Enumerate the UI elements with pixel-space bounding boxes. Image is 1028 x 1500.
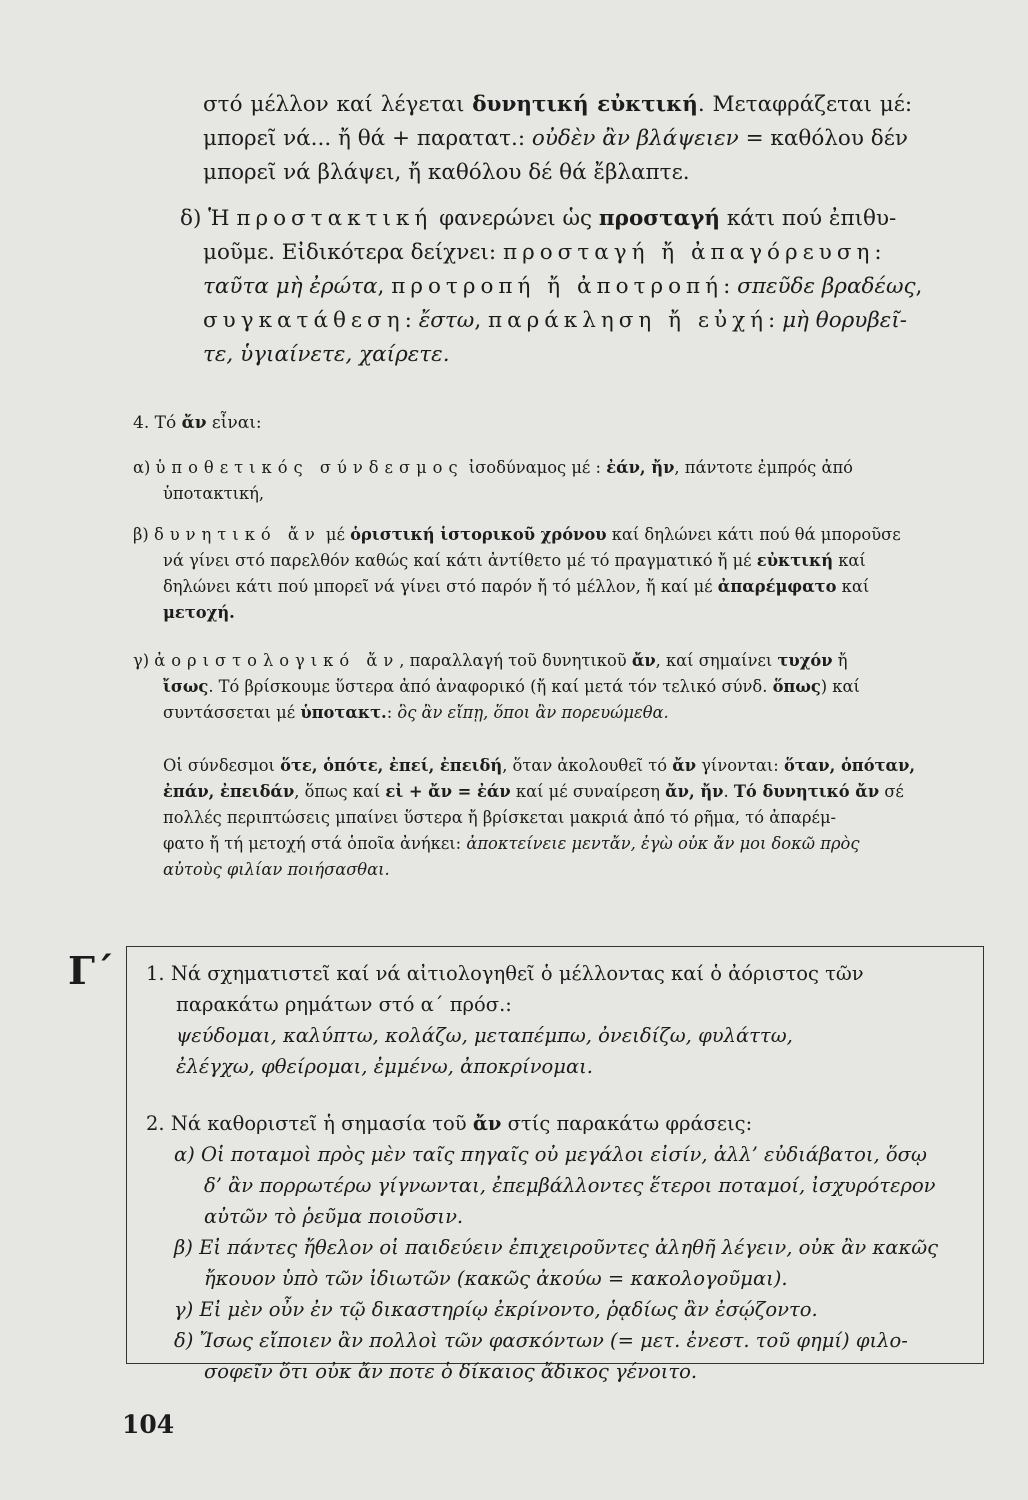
- spaced-term: προστακτική: [236, 206, 433, 231]
- exercise-number: 1.: [146, 962, 165, 985]
- text-line: [133, 548, 983, 574]
- italic-example: σπεῦδε βραδέως: [737, 274, 916, 299]
- text: :: [723, 274, 738, 299]
- paragraph-gamma: [133, 648, 983, 726]
- text-line: [133, 648, 983, 674]
- paragraph-beta: [133, 522, 983, 626]
- text: ,: [474, 308, 488, 333]
- italic-example: β) Εἰ πάντες ἤθελον οἱ παιδεύειν ἐπιχειροῦντες ἀληθῆ λέγειν, οὐκ ἂν κακῶς: [174, 1236, 939, 1259]
- exercise-number: 2.: [146, 1112, 165, 1135]
- text: , πάντοτε ἐμπρός ἀπό: [674, 458, 853, 477]
- text: φατο ἤ τή μετοχή στά ὁποῖα ἀνήκει:: [163, 834, 467, 853]
- text: :: [767, 308, 783, 333]
- bold-term: εἰ + ἄν = ἐάν: [385, 782, 511, 801]
- italic-example: μὴ θορυβεῖ-: [782, 308, 908, 333]
- paragraph-alpha: [133, 455, 983, 507]
- text-line: [146, 1051, 976, 1082]
- italic-example: ἔστω: [418, 308, 475, 333]
- text: γίνονται:: [696, 756, 784, 775]
- text: Νά σχηματιστεῖ καί νά αἰτιολογηθεῖ ὁ μέλλοντας καί ὁ ἀόριστος τῶν: [170, 962, 864, 985]
- text: στίς παρακάτω φράσεις:: [501, 1112, 753, 1135]
- italic-example: σοφεῖν ὅτι οὐκ ἄν ποτε ὁ δίκαιος ἄδικος γένοιτο.: [204, 1360, 698, 1383]
- text: γ): [133, 651, 155, 670]
- text-line: [180, 270, 980, 304]
- text: , παραλλαγή τοῦ δυνητικοῦ: [399, 651, 632, 670]
- spaced-term: παράκληση ἤ εὐχή: [488, 308, 768, 333]
- bold-term: ὁριστική ἱστορικοῦ χρόνου: [350, 525, 607, 544]
- text: , καί σημαίνει: [655, 651, 778, 670]
- spaced-term: προτροπή ἤ ἀποτροπή: [391, 274, 724, 299]
- italic-example: δ) Ἴσως εἴποιεν ἂν πολλοὶ τῶν φασκόντων (= μετ. ἐνεστ. τοῦ: [174, 1329, 797, 1352]
- italic-example: ὃς ἂν εἴπῃ, ὅποι ἂν πορευώμεθα.: [397, 703, 669, 722]
- text: δ) Ἡ: [180, 206, 237, 231]
- text-line: [146, 1294, 976, 1325]
- bold-term: προσταγή: [598, 206, 720, 231]
- text-line: [163, 779, 983, 805]
- text-line: [133, 674, 983, 700]
- italic-example: αὐτοὺς φιλίαν ποιήσασθαι.: [163, 860, 390, 879]
- bold-term: μετοχή.: [163, 603, 235, 622]
- text-line: [163, 831, 983, 857]
- text: , ὅταν ἀκολουθεῖ τό: [502, 756, 673, 775]
- italic-example: τε, ὑγιαίνετε, χαίρετε.: [203, 342, 450, 367]
- text: δηλώνει κάτι πού μπορεῖ νά γίνει στό παρόν ἤ τό μέλλον, ἤ καί μέ: [163, 577, 718, 596]
- text: ὑποτακτική,: [163, 484, 265, 503]
- text: . Τό βρίσκουμε ὕστερα ἀπό ἀναφορικό (ἤ καί μετά τόν τελικό σύνδ.: [208, 677, 773, 696]
- text-line: [163, 805, 983, 831]
- bold-term: δυνητική εὐκτική: [472, 92, 698, 117]
- bold-term: ἄν: [631, 651, 656, 670]
- text-line: [146, 1201, 976, 1232]
- text-line: [203, 156, 983, 190]
- text: μπορεῖ νά... ἤ θά + παρατατ.:: [203, 126, 532, 151]
- text: .: [723, 782, 734, 801]
- italic-example: ἤκουον ὑπὸ τῶν ἰδιωτῶν (κακῶς ἀκούω = κακολογοῦμαι).: [204, 1267, 788, 1290]
- text: στό μέλλον καί λέγεται: [203, 92, 473, 117]
- text-line: [146, 1108, 976, 1139]
- text: Οἱ σύνδεσμοι: [163, 756, 281, 775]
- text-line: [146, 1139, 976, 1170]
- bold-term: τυχόν: [777, 651, 833, 670]
- bold-term: ἐάν, ἤν: [606, 458, 675, 477]
- text: ,: [377, 274, 392, 299]
- text: . Μεταφράζεται μέ:: [697, 92, 913, 117]
- section-marker-gamma: Γ΄: [68, 948, 114, 993]
- text-line: [133, 600, 983, 626]
- text-line: [180, 202, 980, 236]
- section-4-heading: [133, 410, 262, 436]
- bold-term: ὅπως: [772, 677, 821, 696]
- text: :: [874, 240, 882, 265]
- italic-example: αὐτῶν τὸ ῥεῦμα ποιοῦσιν.: [204, 1205, 464, 1228]
- text-line: [163, 857, 983, 883]
- bold-term: ἀπαρέμφατο: [717, 577, 837, 596]
- bold-term: ἄν: [672, 756, 697, 775]
- text: εἶναι:: [206, 413, 262, 433]
- text: μοῦμε. Εἰδικότερα δείχνει:: [203, 240, 503, 265]
- paragraph-conjunctions-note: [163, 753, 983, 883]
- text: φανερώνει ὡς: [432, 206, 599, 231]
- text-line: [203, 88, 983, 122]
- text-line: [163, 753, 983, 779]
- text-line: [203, 122, 983, 156]
- text-line: [133, 522, 983, 548]
- text-line: [146, 1263, 976, 1294]
- text: σέ: [879, 782, 904, 801]
- page-number: 104: [122, 1410, 175, 1439]
- text: ἤ: [832, 651, 848, 670]
- italic-example: ἐλέγχω, φθείρομαι, ἐμμένω, ἀποκρίνομαι.: [176, 1055, 593, 1078]
- text: :: [404, 308, 419, 333]
- bold-term: ὑποτακτ.: [300, 703, 387, 722]
- text: καί μέ συναίρεση: [510, 782, 666, 801]
- text-line: [133, 455, 983, 481]
- text: παρακάτω ρημάτων στό α΄ πρόσ.:: [176, 993, 512, 1016]
- bold-term: ἐπάν, ἐπειδάν: [163, 782, 295, 801]
- bold-term: εὐκτική: [756, 551, 834, 570]
- spaced-term: συγκατάθεση: [203, 308, 405, 333]
- bold-term: ἄν: [472, 1112, 502, 1135]
- italic-example: φημί: [796, 1329, 843, 1352]
- italic-example: οὐδὲν ἂν βλάψειεν: [531, 126, 739, 151]
- text: α): [133, 458, 156, 477]
- text-line: [133, 481, 983, 507]
- italic-example: ἀποκτείνειε μεντἄν, ἐγὼ οὐκ ἄν μοι δοκῶ πρὸς: [466, 834, 860, 853]
- bold-term: ἄν: [181, 413, 207, 433]
- text: β): [133, 525, 154, 544]
- text: ) καί: [820, 677, 860, 696]
- text: Τό: [154, 413, 182, 433]
- bold-term: ὅταν, ὁπόταν,: [783, 756, 916, 775]
- text: ,: [915, 274, 923, 299]
- text: ἰσοδύναμος μέ :: [463, 458, 607, 477]
- text: νά γίνει στό παρελθόν καθώς καί κάτι ἀντίθετο μέ τό πραγματικό ἤ μέ: [163, 551, 757, 570]
- paragraph-future-potential: [203, 88, 983, 190]
- text: συντάσσεται μέ: [163, 703, 301, 722]
- text-line: [146, 958, 976, 989]
- text: , ὅπως καί: [294, 782, 386, 801]
- italic-example: ταῦτα μὴ ἐρώτα: [203, 274, 378, 299]
- bold-term: Τό δυνητικό ἄν: [733, 782, 880, 801]
- text-line: [146, 1356, 976, 1387]
- text-line: [146, 1170, 976, 1201]
- spaced-term: προσταγή ἤ ἀπαγόρευση: [502, 240, 875, 265]
- text-line: [133, 700, 983, 726]
- exercise-2: [146, 1108, 976, 1387]
- text: Νά καθοριστεῖ ἡ σημασία τοῦ: [170, 1112, 473, 1135]
- text: πολλές περιπτώσεις μπαίνει ὕστερα ἤ βρίσκεται μακριά ἀπό τό ρῆμα, τό ἀπαρέμ-: [163, 808, 837, 827]
- bold-term: ὅτε, ὁπότε, ἐπεί, ἐπειδή: [280, 756, 503, 775]
- italic-example: γ) Εἰ μὲν οὖν ἐν τῷ δικαστηρίῳ ἐκρίνοντο, ῥᾳδίως ἂν ἐσῴζοντο.: [174, 1298, 818, 1321]
- text: καί δηλώνει κάτι πού θά μποροῦσε: [606, 525, 901, 544]
- text: καί: [836, 577, 870, 596]
- text: μπορεῖ νά βλάψει, ἤ καθόλου δέ θά ἔβλαπτε.: [203, 160, 690, 185]
- text: καί: [833, 551, 866, 570]
- spaced-term: δυνητικό ἄν: [153, 525, 321, 544]
- italic-example: ) φιλο-: [842, 1329, 908, 1352]
- bold-term: ἴσως: [163, 677, 209, 696]
- text-line: [180, 338, 980, 372]
- text-line: [146, 1325, 976, 1356]
- spaced-term: ἀοριστολογικό ἄν: [154, 651, 400, 670]
- exercise-1: [146, 958, 976, 1082]
- text-line: [180, 236, 980, 270]
- text-line: [133, 574, 983, 600]
- text: :: [386, 703, 398, 722]
- spaced-term: ὑποθετικός σύνδεσμος: [155, 458, 464, 477]
- text-line: [180, 304, 980, 338]
- italic-example: δ’ ἂν πορρωτέρω γίγνωνται, ἐπεμβάλλοντες ἕτεροι ποταμοί, ἰσχυρότερον: [204, 1174, 936, 1197]
- text: μέ: [320, 525, 351, 544]
- section-number: 4.: [133, 413, 150, 433]
- text-line: [146, 989, 976, 1020]
- italic-example: α) Οἱ ποταμοὶ πρὸς μὲν ταῖς πηγαῖς οὐ μεγάλοι εἰσίν, ἀλλ’ εὐδιάβατοι, ὅσῳ: [174, 1143, 927, 1166]
- italic-example: ψεύδομαι, καλύπτω, κολάζω, μεταπέμπω, ὀνειδίζω, φυλάττω,: [176, 1024, 793, 1047]
- paragraph-imperative: [180, 202, 980, 372]
- text: = καθόλου δέν: [738, 126, 908, 151]
- bold-term: ἄν, ἤν: [665, 782, 724, 801]
- text-line: [146, 1232, 976, 1263]
- text-line: [146, 1020, 976, 1051]
- text: κάτι πού ἐπιθυ-: [719, 206, 897, 231]
